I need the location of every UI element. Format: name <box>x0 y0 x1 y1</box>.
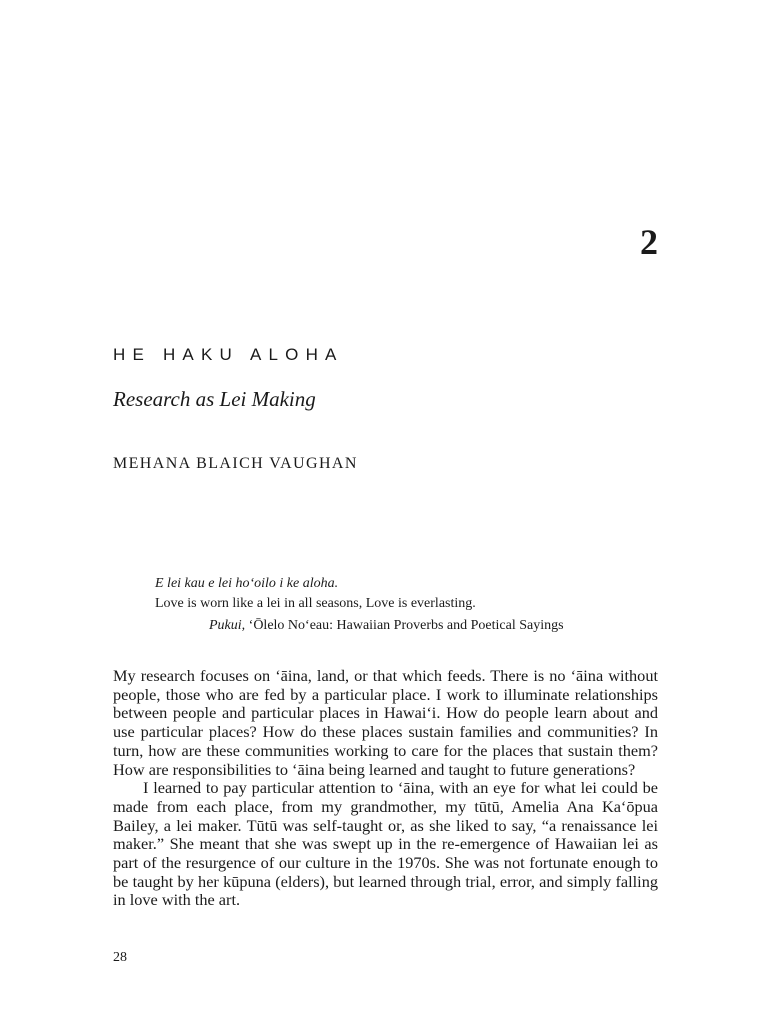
body-text <box>113 667 658 910</box>
epigraph-hawaiian: E lei kau e lei hoʻoilo i ke aloha. <box>155 576 339 591</box>
chapter-subtitle: Research as Lei Making <box>113 387 316 411</box>
epigraph-attribution-author: Pukui, <box>209 618 246 633</box>
chapter-number: 2 <box>640 222 658 262</box>
epigraph-attribution-work: ʻŌlelo Noʻeau: Hawaiian Proverbs and Poetical Sayings <box>245 618 564 633</box>
epigraph-attribution <box>209 616 655 636</box>
paragraph: My research focuses on ʻāina, land, or that which feeds. There is no ʻāina without people, those who are fed by a particular place. I work to illuminate relationships between people and particular places in Hawaiʻi. How do people learn about and use particular places? How do these places sustain families and communities? In turn, how are these communities working to care for the places that sustain them? How are responsibilities to ʻāina being learned and taught to future generations? <box>113 666 658 779</box>
epigraph-translation: Love is worn like a lei in all seasons, Love is everlasting. <box>155 596 476 611</box>
page-number: 28 <box>113 950 127 965</box>
chapter-author: MEHANA BLAICH VAUGHAN <box>113 455 358 472</box>
chapter-title: HE HAKU ALOHA <box>113 345 344 364</box>
paragraph: I learned to pay particular attention to ʻāina, with an eye for what lei could be made from each place, from my grandmother, my tūtū, Amelia Ana Kaʻōpua Bailey, a lei maker. Tūtū was self-taught or, as she liked to say, “a renaissance lei maker.” She meant that she was swept up in the re-emergence of Hawaiian lei as part of the resurgence of our culture in the 1970s. She was not fortunate enough to be taught by her kūpuna (elders), but learned through trial, error, and simply falling in love with the art. <box>113 778 658 910</box>
epigraph <box>155 574 655 636</box>
